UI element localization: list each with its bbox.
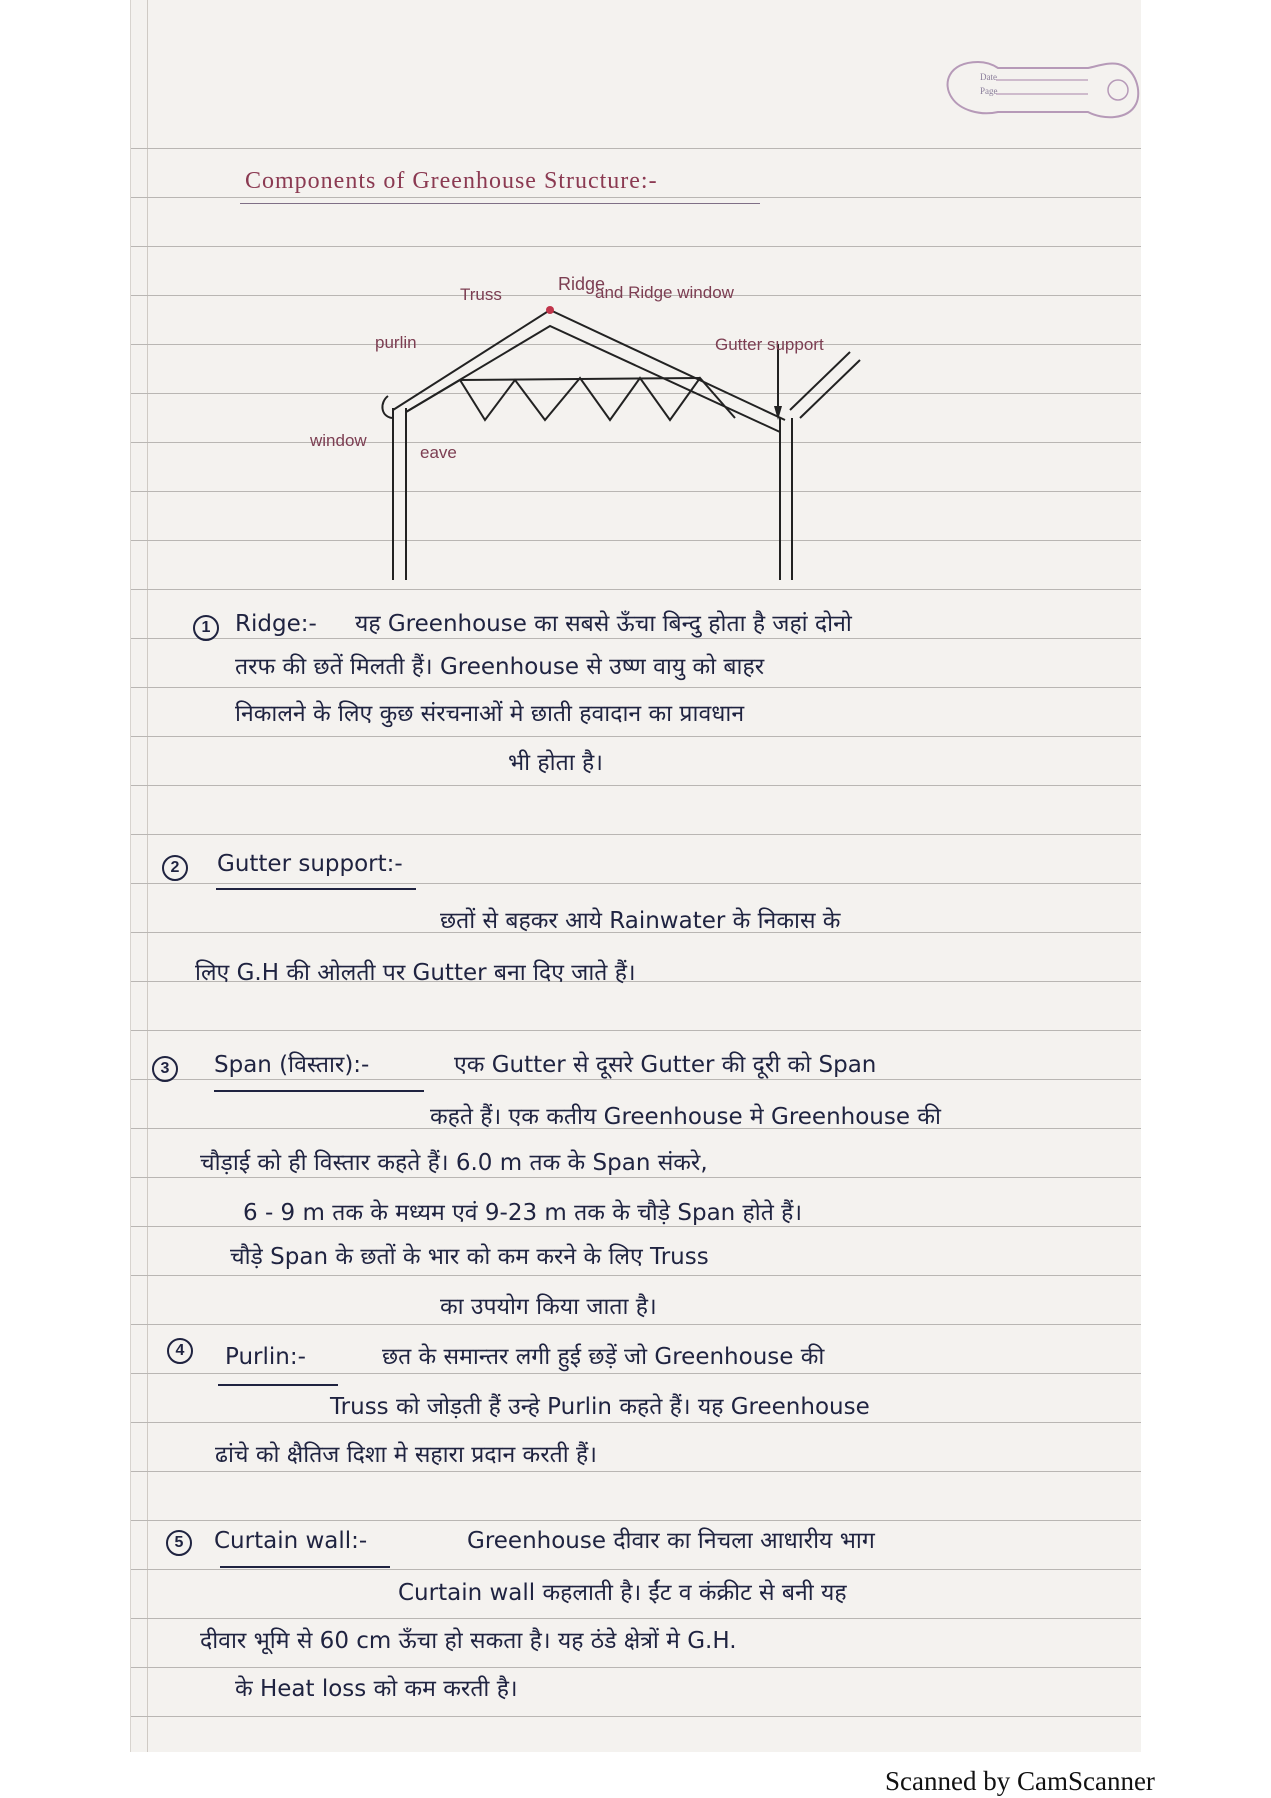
ruled-line: [131, 1716, 1141, 1717]
section-number-1: 1: [193, 615, 219, 641]
span-line-1: एक Gutter से दूसरे Gutter की दूरी को Span: [454, 1052, 877, 1078]
ruled-line: [131, 1226, 1141, 1227]
ruled-line: [131, 1667, 1141, 1668]
label-ridge: Ridge: [558, 274, 606, 294]
ruled-line: [131, 736, 1141, 737]
gutter-line-1: छतों से बहकर आये Rainwater के निकास के: [440, 908, 841, 934]
ruled-line: [131, 785, 1141, 786]
curtain-wall-underline: [220, 1566, 390, 1568]
span-line-4: 6 - 9 m तक के मध्यम एवं 9-23 m तक के चौड़े Span होते हैं।: [243, 1200, 803, 1226]
ridge-line-2: तरफ की छतें मिलती हैं। Greenhouse से उष्ण वायु को बाहर: [235, 654, 765, 680]
purlin-line-1: छत के समान्तर लगी हुई छड़ें जो Greenhouse की: [382, 1344, 825, 1370]
gutter-support-left: [790, 352, 850, 410]
purlin-underline: [218, 1384, 338, 1386]
window-hook: [382, 396, 392, 418]
ruled-line: [131, 1373, 1141, 1374]
ruled-line: [131, 1471, 1141, 1472]
title-underline: [240, 203, 760, 204]
gutter-support-underline: [216, 888, 416, 890]
ruled-line: [131, 197, 1141, 198]
stamp-date-label: Date: [980, 72, 997, 82]
ruled-line: [131, 687, 1141, 688]
curtain-line-4: के Heat loss को कम करती है।: [235, 1676, 518, 1702]
section-number-5: 5: [166, 1530, 192, 1556]
section-number-2: 2: [162, 855, 188, 881]
ridge-line-3: निकालने के लिए कुछ संरचनाओं मे छाती हवादान का प्रावधान: [235, 701, 745, 727]
label-window: window: [310, 431, 367, 450]
purlin-line-3: ढांचे को क्षैतिज दिशा मे सहारा प्रदान करती हैं।: [215, 1442, 597, 1468]
curtain-line-3: दीवार भूमि से 60 cm ऊँचा हो सकता है। यह ठंडे क्षेत्रों मे G.H.: [200, 1628, 737, 1654]
ruled-line: [131, 1030, 1141, 1031]
label-ridge-window: and Ridge window: [595, 283, 734, 302]
section-title-gutter-support: Gutter support:-: [217, 851, 403, 877]
date-page-stamp: [938, 54, 1141, 124]
section-number-3: 3: [152, 1056, 178, 1082]
roof-outer: [393, 310, 785, 420]
stamp-page-label: Page: [980, 86, 998, 96]
ruled-line: [131, 1520, 1141, 1521]
label-gutter-support: Gutter support: [715, 335, 824, 354]
span-underline: [214, 1090, 424, 1092]
ridge-point-icon: [546, 306, 554, 314]
ruled-line: [131, 1275, 1141, 1276]
span-line-3: चौड़ाई को ही विस्तार कहते हैं। 6.0 m तक के Span संकरे,: [200, 1150, 708, 1176]
stamp-outline-icon: [938, 54, 1141, 124]
ridge-line-4: भी होता है।: [508, 750, 603, 776]
page-margin: [147, 0, 148, 1752]
span-line-2: कहते हैं। एक कतीय Greenhouse मे Greenhouse की: [430, 1104, 941, 1130]
purlin-line-2: Truss को जोड़ती हैं उन्हे Purlin कहते हैं। यह Greenhouse: [330, 1394, 870, 1420]
section-title-span: Span (विस्तार):-: [214, 1052, 370, 1078]
section-title-curtain-wall: Curtain wall:-: [214, 1528, 368, 1554]
ridge-line-1: यह Greenhouse का सबसे ऊँचा बिन्दु होता है जहां दोनो: [355, 611, 852, 637]
span-line-5: चौड़े Span के छतों के भार को कम करने के लिए Truss: [230, 1244, 709, 1270]
ruled-line: [131, 638, 1141, 639]
span-line-6: का उपयोग किया जाता है।: [440, 1294, 657, 1320]
label-purlin: purlin: [375, 333, 417, 352]
ruled-line: [131, 1618, 1141, 1619]
ruled-line: [131, 1422, 1141, 1423]
section-number-4: 4: [167, 1338, 193, 1364]
gutter-line-2: लिए G.H की ओलती पर Gutter बना दिए जाते हैं।: [195, 960, 636, 986]
curtain-line-2: Curtain wall कहलाती है। ईंट व कंक्रीट से बनी यह: [398, 1580, 847, 1606]
curtain-line-1: Greenhouse दीवार का निचला आधारीय भाग: [467, 1528, 875, 1554]
ruled-line: [131, 1324, 1141, 1325]
label-eave: eave: [420, 443, 457, 462]
ruled-line: [131, 148, 1141, 149]
ruled-line: [131, 1177, 1141, 1178]
gutter-support-right: [800, 360, 860, 418]
truss-web: [406, 378, 735, 420]
section-title-ridge: Ridge:-: [235, 611, 317, 637]
ruled-line: [131, 1569, 1141, 1570]
scanner-watermark: Scanned by CamScanner: [885, 1766, 1155, 1796]
label-truss: Truss: [460, 285, 502, 304]
ruled-line: [131, 883, 1141, 884]
ruled-line: [131, 1079, 1141, 1080]
page-title: Components of Greenhouse Structure:-: [245, 168, 658, 194]
ruled-line: [131, 246, 1141, 247]
ruled-line: [131, 834, 1141, 835]
section-title-purlin: Purlin:-: [225, 1344, 306, 1370]
greenhouse-structure-diagram: [280, 270, 980, 600]
